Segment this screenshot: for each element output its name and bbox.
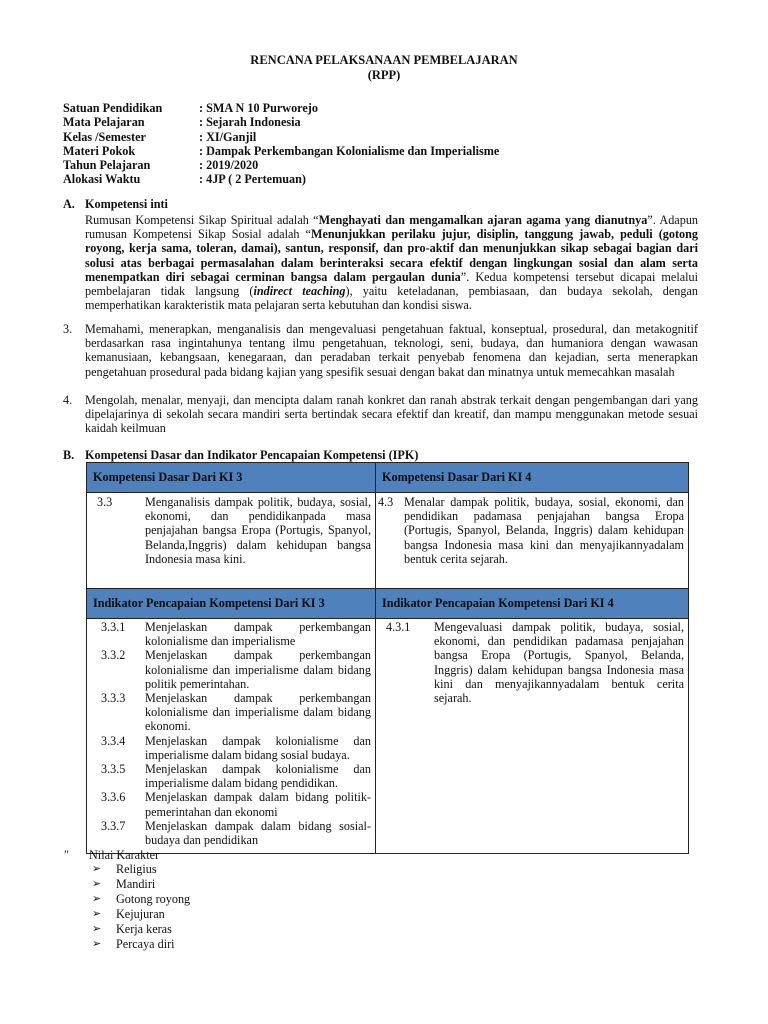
kd4-cell (376, 493, 689, 589)
identity-value: : SMA N 10 Purworejo (199, 101, 318, 115)
identity-row (63, 115, 499, 129)
document-title: RENCANA PELAKSANAAN PEMBELAJARAN (250, 53, 518, 67)
indicator-text: Mengevaluasi dampak politik, budaya, sosial, ekonomi, dan pendidikan padamasa penjajahan bangsa Eropa (Portugis, Spanyol, Belanda, Inggris) dalam kehidupan bangsa Indonesia masa kini dan menyajikannyadalam bentuk cerita sejarah. (434, 620, 684, 706)
indicator-number: 3.3.4 (101, 733, 126, 748)
identity-block (63, 101, 499, 187)
indicator-number: 3.3.7 (101, 818, 126, 833)
section-letter: B. (63, 448, 75, 462)
indicator-text: Menjelaskan dampak kolonialisme dan imperialisme dalam bidang sosial budaya. (145, 733, 371, 762)
section-title: Kompetensi Dasar dan Indikator Pencapaian Kompetensi (IPK) (85, 448, 419, 462)
ki-item-number: 4. (63, 393, 73, 407)
ipk4-header: Indikator Pencapaian Kompetensi Dari KI 4 (376, 589, 689, 619)
arrow-bullet-icon: ➢ (92, 922, 102, 935)
identity-value: : XI/Ganjil (199, 129, 257, 144)
nilai-item-text: Mandiri (116, 877, 156, 891)
identity-label: Materi Pokok (63, 143, 136, 158)
indicator-text: Menjelaskan dampak perkembangan kolonialisme dan imperialisme (145, 620, 371, 649)
ipk4-cell (376, 619, 689, 854)
ipk3-cell (87, 619, 376, 854)
identity-value: : Dampak Perkembangan Kolonialisme dan Imperialisme (199, 143, 500, 158)
ki-item-number: 3. (63, 322, 73, 336)
list-item (92, 937, 190, 952)
identity-label: Satuan Pendidikan (63, 101, 163, 115)
ki-item-text: Mengolah, menalar, menyaji, dan mencipta dalam ranah konkret dan ranah abstrak terkait dengan pengembangan dari yang dipelajarinya di sekolah secara mandiri serta bertindak secara efektif dan kreatif, dan mampu menggunakan metode sesuai kaidah keilmuan (85, 393, 698, 436)
arrow-bullet-icon: ➢ (92, 877, 102, 890)
list-item (92, 892, 190, 907)
list-item (92, 862, 190, 877)
identity-label: Mata Pelajaran (63, 115, 145, 130)
nilai-item-text: Kerja keras (116, 922, 172, 936)
identity-row (63, 101, 499, 115)
indicator-item (91, 648, 371, 691)
table-row (87, 463, 689, 493)
kd-text: Menganalisis dampak politik, budaya, sosial, ekonomi, dan pendidikanpada masa penjajahan bangsa Eropa (Portugis, Spanyol, Belanda,Inggris) dalam kehidupan bangsa Indonesia masa kini. (145, 495, 371, 566)
indicator-number: 3.3.1 (101, 620, 126, 634)
section-b-heading (63, 448, 418, 462)
nilai-karakter-heading (64, 848, 159, 862)
indicator-text: Menjelaskan dampak perkembangan kolonialisme dan imperialisme dalam bidang politik pemerintahan. (145, 648, 371, 691)
indicator-number: 3.3.6 (101, 790, 126, 805)
table-row (87, 619, 689, 854)
paragraph-text: ), yaitu keteladanan, pembiasaan, dan budaya sekolah, dengan memperhatikan karakteristik mata pelajaran serta kebutuhan dan kondisi siswa. (85, 284, 698, 313)
kd-number: 4.3 (378, 495, 394, 509)
arrow-bullet-icon: ➢ (92, 937, 102, 950)
paragraph-bold-text: Menunjukkan perilaku jujur, disiplin, tanggung jawab, peduli (gotong royong, kerja sama, toleran, damai), santun, responsif, dan pro-aktif dan menunjukkan sikap sebagai bagian dari solusi atas berbagai permasalahan dalam berinteraksi secara efektif dengan lingkungan sosial dan alam serta menempatkan diri sebagai cerminan bangsa dalam pergaulan dunia (85, 227, 698, 284)
paragraph-text: ”. Adapun rumusan Kompetensi Sikap Sosial adalah “ (85, 213, 699, 242)
indicator-text: Menjelaskan dampak perkembangan kolonialisme dan imperialisme dalam bidang ekonomi. (145, 691, 371, 734)
nilai-karakter-list (92, 862, 190, 952)
paragraph-text: ”. Kedua kompetensi tersebut dicapai melalui pembelajaran tidak langsung ( (85, 269, 698, 299)
quote-mark: ″ (64, 848, 70, 862)
table-row (87, 493, 689, 589)
paragraph-bold-text: Menghayati dan mengamalkan ajaran agama yang dianutnya (318, 213, 648, 227)
indicator-item (91, 691, 371, 734)
section-a-heading (63, 197, 168, 211)
identity-value: : 2019/2020 (199, 158, 259, 173)
indicator-text: Menjelaskan dampak kolonialisme dan imperialisme dalam bidang pendidikan. (145, 762, 371, 791)
table-row (87, 589, 689, 619)
indicator-number: 3.3.2 (101, 648, 126, 663)
arrow-bullet-icon: ➢ (92, 892, 102, 905)
indicator-number: 3.3.5 (101, 762, 126, 777)
identity-label: Kelas /Semester (63, 129, 146, 144)
kd-ipk-table (86, 462, 689, 854)
arrow-bullet-icon: ➢ (92, 907, 102, 920)
indicator-item (380, 620, 684, 705)
nilai-item-text: Gotong royong (116, 892, 191, 906)
indicator-text: Menjelaskan dampak dalam bidang sosial-budaya dan pendidikan (145, 818, 371, 848)
ki-item-3 (63, 322, 698, 379)
identity-value: : 4JP ( 2 Pertemuan) (199, 172, 306, 187)
ki-item-4 (63, 393, 698, 436)
paragraph-text: Rumusan Kompetensi Sikap Spiritual adalah “ (85, 213, 319, 227)
list-item (92, 877, 190, 892)
ipk3-header: Indikator Pencapaian Kompetensi Dari KI 3 (87, 589, 376, 619)
indicator-item (91, 790, 371, 818)
indicator-item (91, 762, 371, 790)
list-item (92, 907, 190, 922)
document-subtitle: (RPP) (367, 68, 401, 82)
kd3-cell (87, 493, 376, 589)
list-item (92, 922, 190, 937)
section-title: Kompetensi inti (85, 197, 168, 211)
section-letter: A. (63, 197, 75, 211)
kd-number: 3.3 (97, 495, 113, 509)
identity-row (63, 158, 499, 172)
identity-row (63, 144, 499, 158)
identity-row (63, 172, 499, 186)
indicator-number: 3.3.3 (101, 691, 126, 706)
arrow-bullet-icon: ➢ (92, 862, 102, 875)
kd4-header: Kompetensi Dasar Dari KI 4 (376, 463, 689, 493)
paragraph-bold-italic-text: indirect teaching (253, 284, 346, 299)
identity-label: Alokasi Waktu (63, 172, 141, 187)
identity-label: Tahun Pelajaran (63, 158, 151, 173)
ki-item-text: Memahami, menerapkan, menganalisis dan mengevaluasi pengetahuan faktual, konseptual, prosedural, dan metakognitif berdasarkan rasa ingintahunya tentang ilmu pengetahuan, teknologi, seni, budaya, dan humaniora dengan wawasan kemanusiaan, kebangsaan, kenegaraan, dan peradaban terkait penyebab fenomena dan kejadian, serta menerapkan pengetahuan prosedural pada bidang kajian yang spesifik sesuai dengan bakat dan minatnya untuk memecahkan masalah (85, 322, 698, 379)
kd3-header: Kompetensi Dasar Dari KI 3 (87, 463, 376, 493)
kompetensi-inti-paragraph (85, 213, 698, 312)
indicator-item (91, 620, 371, 648)
identity-row (63, 130, 499, 144)
identity-value: : Sejarah Indonesia (199, 115, 301, 130)
nilai-item-text: Religius (116, 862, 157, 876)
indicator-item (91, 819, 371, 847)
indicator-number: 4.3.1 (386, 620, 411, 634)
indicator-text: Menjelaskan dampak dalam bidang politik-pemerintahan dan ekonomi (145, 790, 371, 819)
kd-text: Menalar dampak politik, budaya, sosial, ekonomi, dan pendidikan padamasa penjajahan bangsa Eropa (Portugis, Spanyol, Belanda, Inggris) dalam kehidupan bangsa Indonesia masa kini dan menyajikannyadalam bentuk cerita sejarah. (404, 495, 684, 566)
nilai-item-text: Kejujuran (116, 907, 165, 921)
nilai-karakter-label: Nilai Karakter (89, 848, 160, 862)
nilai-item-text: Percaya diri (116, 937, 175, 951)
indicator-item (91, 734, 371, 762)
